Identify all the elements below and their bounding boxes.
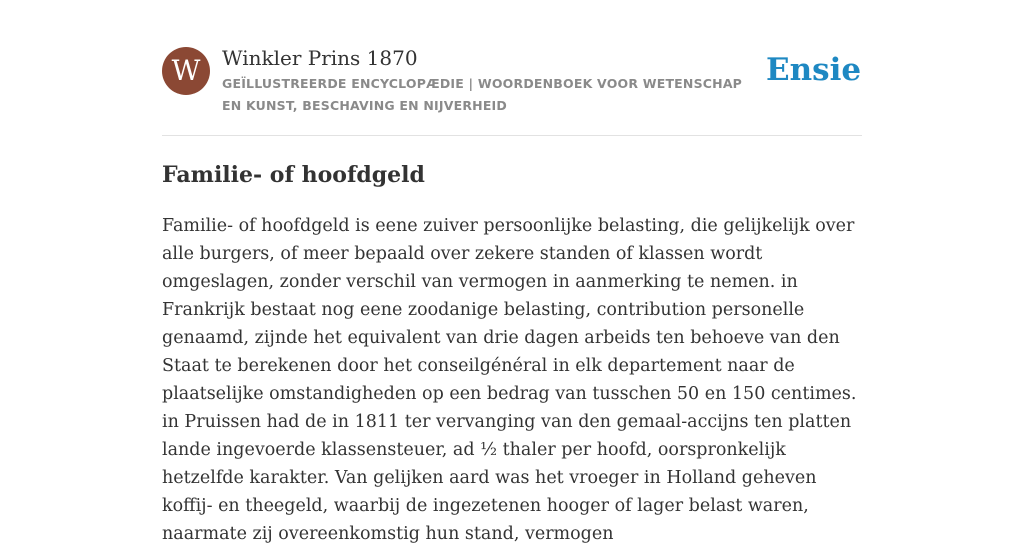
source-subtitle: GEÏLLUSTREERDE ENCYCLOPÆDIE | WOORDENBOEK VOOR WETENSCHAP EN KUNST, BESCHAVING EN NIJVERHEID [222, 76, 743, 113]
ensie-logo[interactable]: Ensie [766, 52, 862, 88]
source-header [162, 46, 862, 136]
entry-body: Familie- of hoofdgeld is eene zuiver persoonlijke belasting, die gelijkelijk over alle burgers, of meer bepaald over zekere standen of klassen wordt omgeslagen, zonder verschil van vermogen in aanmerking te nemen. in Frankrijk bestaat nog eene zoodanige belasting, contribution personelle genaamd, zijnde het equivalent van drie dagen arbeids ten behoeve van den Staat te berekenen door het conseilgénéral in elk departement naar de plaatselijke omstandigheden op een bedrag van tusschen 50 en 150 centimes. in Pruissen had de in 1811 ter vervanging van den gemaal-accijns ten platten lande ingevoerde klassensteuer, ad ½ thaler per hoofd, oorspronkelijk hetzelfde karakter. Van gelijken aard was het vroeger in Holland geheven koffij- en theegeld, waarbij de ingezetenen hooger of lager belast waren, naarmate zij overeenkomstig hun stand, vermogen [162, 216, 857, 544]
divider [162, 135, 862, 136]
avatar[interactable]: W [162, 47, 210, 95]
source-title[interactable]: Winkler Prins 1870 [222, 46, 418, 70]
entry-title: Familie- of hoofdgeld [162, 162, 425, 188]
